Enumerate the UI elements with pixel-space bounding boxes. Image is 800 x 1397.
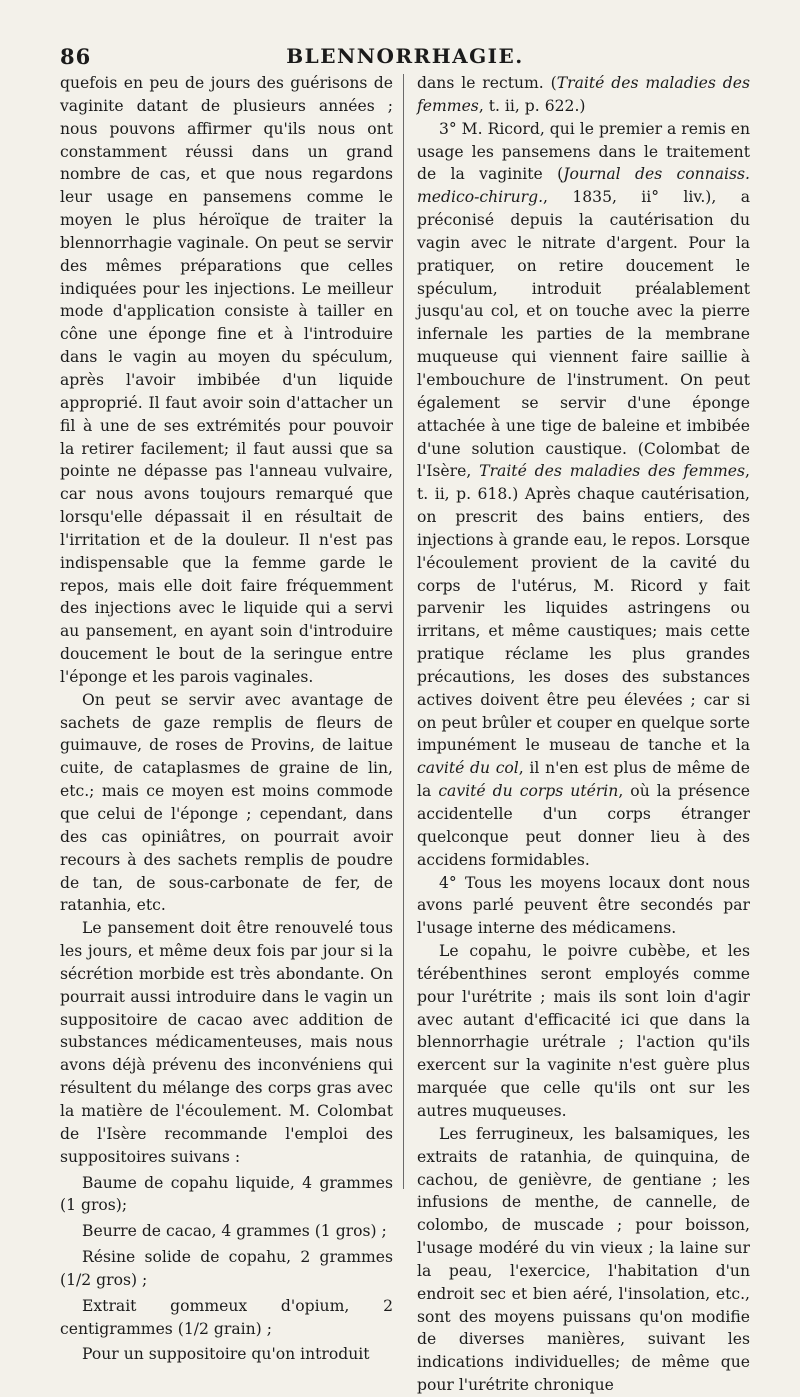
paragraph [60,72,393,689]
left-column [60,72,393,1366]
text-run: 3° M. Ricord, qui le premier a remis en usage les pansemens dans le traitement de la vaginite ( [417,119,750,184]
italic-text: cavité du col [417,759,519,778]
paragraph [417,940,750,1123]
running-title: BLENNORRHAGIE. [286,44,524,68]
text-run: 4° Tous les moyens locaux dont nous avons parlé peuvent être secondés par l'usage interne des médicamens. [417,873,750,938]
text-run: Résine solide de copahu, 2 grammes (1/2 gros) ; [60,1248,393,1289]
paragraph [417,118,750,872]
text-run: quefois en peu de jours des guérisons de vaginite datant de plusieurs années ; nous pouvons affirmer qu'ils nous ont constamment réussi dans un grand nombre de cas, et que nous regardons leur usage en pansemens comme le moyen le plus héroïque de traiter la blennorrhagie vaginale. On peut se servir des mêmes préparations que celles indiquées pour les injections. Le meilleur mode d'application consiste à tailler en cône une éponge fine et à l'introduire dans le vagin au moyen du spéculum, après l'avoir imbibée d'un liquide approprié. Il faut avoir soin d'attacher un fil à une de ses extrémités pour pouvoir la retirer facilement; il faut aussi que sa pointe ne dépasse pas l'anneau vulvaire, car nous avons toujours remarqué que lorsqu'elle dépassait il en résultait de l'irritation et de la douleur. Il n'est pas indispensable que la femme garde le repos, mais elle doit faire fréquemment des injections avec le liquide qui a servi au pansement, en ayant soin d'introduire doucement le bout de la seringue entre l'éponge et les parois vaginales. [60,74,393,686]
text-run: Baume de copahu liquide, 4 grammes (1 gros); [60,1173,393,1215]
text-run: , où la présence accidentelle d'un corps étranger quelconque peut donner lieu à des accidens formidables. [417,782,750,869]
right-column [417,72,750,1397]
page-header [60,44,750,72]
text-run: , il n'en est plus de même de la [417,759,750,801]
paragraph [60,1295,393,1341]
text-run: Les ferrugineux, les balsamiques, les extraits de ratanhia, de quinquina, de cachou, de genièvre, de gentiane ; les infusions de menthe, de cannelle, de colombo, de muscade ; pour boisson, l'usage modéré du vin vieux ; la laine sur la peau, l'exercice, l'habitation d'un endroit sec et bien aéré, l'insolation, etc., sont des moyens puissans qu'on modifie de diverses manières, suivant les indications individuelles; de même que pour l'urétrite chronique [417,1124,750,1395]
column-divider [403,74,404,1189]
italic-text: Journal des connaiss. medico-chirurg. [417,165,750,207]
text-run: , 1835, ii° liv.), a préconisé depuis la cautérisation du vagin avec le nitrate d'argent. Pour la pratiquer, on retire doucement le spéculum, introduit préalablement jusqu'au col, et on touche avec la pierre infernale les parties de la membrane muqueuse qui viennent faire saillie à l'embouchure de l'instrument. On peut également se servir d'une éponge attachée à une tige de baleine et imbibée d'une solution caustique. (Colombat de l'Isère, [417,188,750,481]
text-run: Pour un suppositoire qu'on introduit [82,1345,370,1364]
paragraph [417,1123,750,1397]
text-run: On peut se servir avec avantage de sachets de gaze remplis de fleurs de guimauve, de roses de Provins, de laitue cuite, de cataplasmes de graine de lin, etc.; mais ce moyen est moins commode que celui de l'éponge ; cependant, dans des cas opiniâtres, on pourrait avoir recours à des sachets remplis de poudre de tan, de sous-carbonate de fer, de ratanhia, etc. [60,690,393,915]
text-run: Extrait gommeux d'opium, 2 centigrammes (1/2 grain) ; [60,1296,393,1338]
text-run: dans le rectum. ( [417,74,557,92]
paragraph [417,872,750,941]
italic-text: Traité des maladies des femmes [479,462,746,481]
page-number: 86 [60,44,92,69]
paragraph [60,1220,393,1243]
italic-text: Traité des maladies des femmes [417,74,750,115]
text-run: Le pansement doit être renouvelé tous les jours, et même deux fois par jour si la sécrétion morbide est très abondante. On pourrait aussi introduire dans le vagin un suppositoire de cacao avec addition de substances médicamenteuses, mais nous avons déjà prévenu des inconvéniens qui résultent du mélange des corps gras avec la matière de l'écoulement. M. Colombat de l'Isère recommande l'emploi des suppositoires suivans : [60,919,393,1166]
text-run: Beurre de cacao, 4 grammes (1 gros) ; [82,1222,387,1241]
paragraph [60,1246,393,1292]
paragraph [60,689,393,917]
paragraph [60,917,393,1168]
text-run: Le copahu, le poivre cubèbe, et les térébenthines seront employés comme pour l'urétrite ; mais ils sont loin d'agir avec autant d'efficacité ici que dans la blennorrhagie urétrale ; l'action qu'ils exercent sur la vaginite n'est guère plus marquée que celle qu'ils ont sur les autres muqueuses. [417,942,750,1120]
text-run: , t. ii, p. 622.) [478,96,586,115]
paragraph [60,1172,393,1218]
text-run: , t. ii, p. 618.) Après chaque cautérisation, on prescrit des bains entiers, des injections à grande eau, le repos. Lorsque l'écoulement provient de la cavité du corps de l'utérus, M. Ricord y fait parvenir les liquides astringens ou irritans, et même caustiques; mais cette pratique réclame les plus grandes précautions, les doses des substances actives doivent être peu élevées ; car si on peut brûler et couper en quelque sorte impunément le museau de tanche et la [417,462,750,755]
paragraph [417,72,750,118]
italic-text: cavité du corps utérin [438,782,619,801]
paragraph [60,1343,393,1366]
